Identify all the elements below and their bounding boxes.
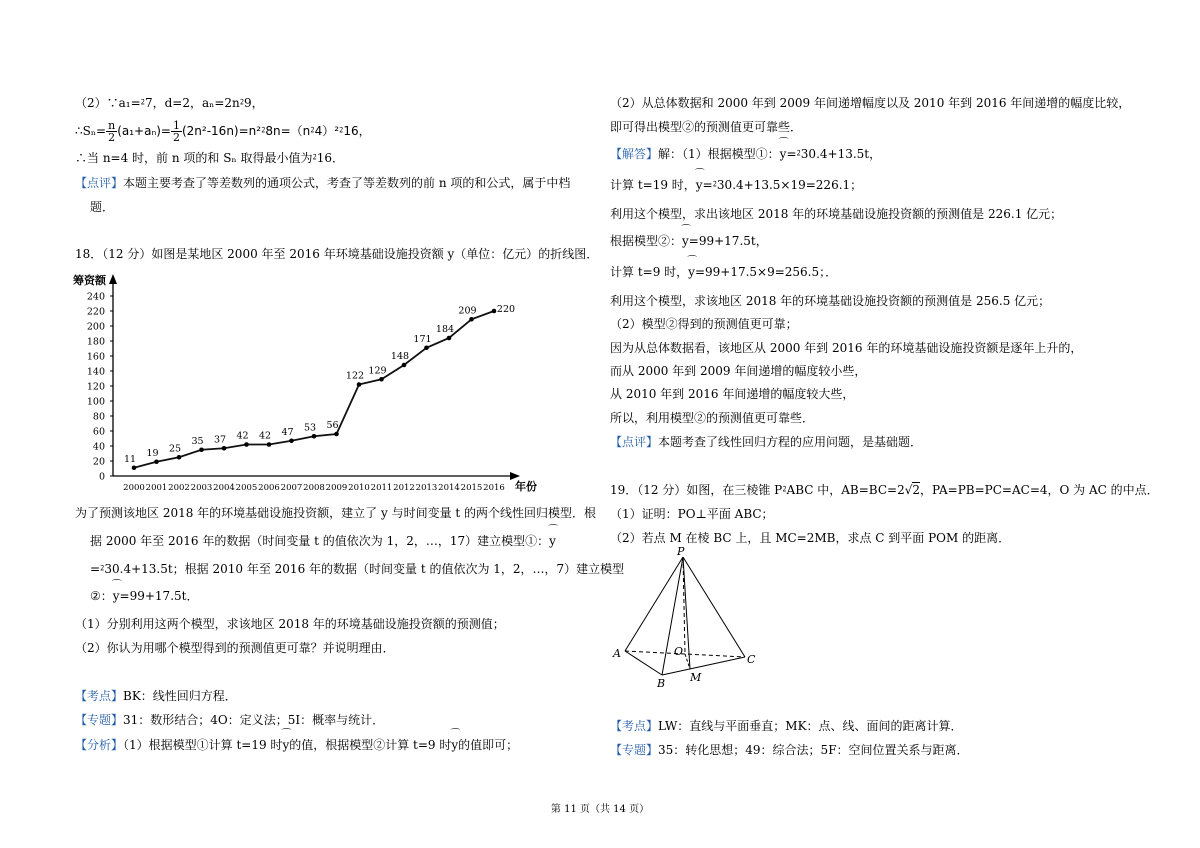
text-line: 从 2010 年到 2016 年间递增的幅度较大些， <box>610 387 855 401</box>
comment-line <box>75 175 570 191</box>
y-tick-label: 40 <box>92 441 105 453</box>
kaodian-line <box>610 718 963 734</box>
numerator: n <box>108 119 116 132</box>
x-tick-label: 2011 <box>370 483 393 493</box>
text-line: 利用这个模型，求该地区 2018 年的环境基础设施投资额的预测值是 256.5 亿元； <box>610 294 1051 308</box>
label-b: B <box>657 677 666 690</box>
text-line <box>610 233 768 249</box>
y-axis-arrow <box>109 274 117 284</box>
text-part: 本题考查了线性回归方程的应用问题，是基础题． <box>658 435 923 449</box>
text-line: 题． <box>90 200 115 214</box>
dianping-line <box>610 434 922 450</box>
x-tick-label: 2013 <box>415 483 438 493</box>
data-point <box>267 442 272 447</box>
x-tick-label: 2008 <box>303 483 325 493</box>
y-axis-label: 筹资额 <box>73 274 106 287</box>
x-tick-label: 2010 <box>348 483 370 493</box>
text-part: BK：线性回归方程． <box>123 689 237 703</box>
fraction <box>106 120 117 143</box>
x-tick-label: 2016 <box>483 483 505 493</box>
y-hat: ⌒ y <box>282 737 289 753</box>
edge-ab <box>625 651 662 675</box>
data-point <box>199 447 204 452</box>
data-label: 25 <box>168 443 182 455</box>
tag-label: 【专题】 <box>610 743 659 757</box>
text-part: =⁲30.4+13.5t， <box>786 147 882 161</box>
x-tick-label: 2005 <box>235 483 258 493</box>
edge-pc <box>683 557 745 657</box>
y-hat: ⌒ y <box>549 533 556 549</box>
question-title: 18．（12 分）如图是某地区 2000 年至 2016 年环境基础设施投资额 y（单位：亿元）的折线图． <box>75 247 599 261</box>
text-line: （2）从总体数据和 2000 年到 2009 年间递增幅度以及 2010 年到 2016 年间递增的幅度比较， <box>610 96 1131 110</box>
text-line: （1）分别利用这两个模型，求该地区 2018 年的环境基础设施投资额的预测值； <box>75 617 505 631</box>
text-line: 而从 2000 年到 2009 年间递增的幅度较小些， <box>610 364 867 378</box>
text-line: 因为从总体数据看，该地区从 2000 年到 2016 年的环境基础设施投资额是逐年上升的， <box>610 341 1083 355</box>
text-part: =99+17.5t． <box>119 589 199 603</box>
x-tick-label: 2012 <box>393 483 415 493</box>
text-part: 35：转化思想；49：综合法；5F：空间位置关系与距离． <box>658 743 969 757</box>
x-tick-label: 2000 <box>123 483 145 493</box>
text-part: ，PA=PB=PC=AC=4，O 为 AC 的中点． <box>920 483 1159 497</box>
y-tick-label: 220 <box>86 306 105 318</box>
data-label: 122 <box>345 370 365 382</box>
y-tick-label: 160 <box>86 351 105 363</box>
y-tick-label: 180 <box>86 336 105 348</box>
x-tick-label: 2003 <box>190 483 213 493</box>
x-tick-label: 2009 <box>325 483 348 493</box>
x-axis-arrow <box>510 472 520 480</box>
data-label: 184 <box>435 324 455 335</box>
data-label: 53 <box>303 422 317 434</box>
y-hat: ⌒ y <box>113 588 120 604</box>
pyramid-figure <box>605 545 775 695</box>
y-hat: ⌒ y <box>696 177 703 193</box>
data-point <box>132 465 137 470</box>
text-line: 所以，利用模型②的预测值更可靠些． <box>610 411 815 425</box>
x-axis-label: 年份 <box>515 480 537 493</box>
x-tick-label: 2015 <box>460 483 483 493</box>
text-part: （1）根据模型①计算 t=19 时 <box>123 738 283 752</box>
text-line: ∴当 n=4 时，前 n 项的和 Sₙ 取得最小值为⁲16． <box>75 151 345 165</box>
data-point <box>424 345 429 350</box>
data-label: 148 <box>390 351 410 362</box>
text-part: 计算 t=19 时， <box>610 178 696 192</box>
y-tick-label: 0 <box>98 471 105 483</box>
data-label: 37 <box>213 434 227 446</box>
data-label: 42 <box>236 430 249 442</box>
text-part: LW：直线与平面垂直；MK：点、线、面间的距离计算． <box>658 719 963 733</box>
x-tick-label: 2014 <box>438 483 460 493</box>
text-line <box>610 177 862 193</box>
y-tick-label: 100 <box>86 396 105 408</box>
formula-part: (a₁+aₙ)= <box>117 124 171 138</box>
text-line: 为了预测该地区 2018 年的环境基础设施投资额，建立了 y 与时间变量 t 的两个线性回归模型．根 <box>75 506 597 520</box>
data-label: 19 <box>146 447 159 459</box>
data-point <box>357 382 362 387</box>
y-tick-label: 200 <box>86 321 105 333</box>
data-point <box>177 455 182 460</box>
data-label: 42 <box>258 430 272 442</box>
data-point <box>379 377 384 382</box>
data-point <box>492 309 497 314</box>
label-c: C <box>747 653 756 666</box>
comment-text: 本题主要考查了等差数列的通项公式，考查了等差数列的前 n 项的和公式，属于中档 <box>123 176 571 190</box>
y-tick-label: 240 <box>86 291 105 303</box>
data-label: 47 <box>281 426 294 438</box>
label-p: P <box>677 545 685 558</box>
text-line <box>90 588 198 604</box>
text-part: 的值，根据模型②计算 t=9 时 <box>289 738 452 752</box>
fraction <box>171 120 182 143</box>
text-part: 根据模型②： <box>610 234 683 248</box>
text-part: =99+17.5×9=256.5；． <box>694 265 838 279</box>
page-footer: 第 11 页（共 14 页） <box>550 804 650 815</box>
y-tick-label: 60 <box>92 426 105 438</box>
text-part: 的值即可； <box>458 738 519 752</box>
tag-label: 【考点】 <box>610 719 659 733</box>
formula-part: (2n²-16n)=n²⁲8n=（n⁲4）²⁲16， <box>181 124 371 138</box>
investment-line-chart <box>65 268 545 498</box>
numerator: 1 <box>172 119 180 132</box>
text-line: （2）若点 M 在棱 BC 上，且 MC=2MB，求点 C 到平面 POM 的距离． <box>610 531 1011 545</box>
data-point <box>154 459 159 464</box>
text-part: ②： <box>90 589 113 603</box>
text-line: （1）证明：PO⊥平面 ABC； <box>610 507 774 521</box>
label-o: O <box>674 645 684 658</box>
text-part: 据 2000 年至 2016 年的数据（时间变量 t 的值依次为 1，2，…，17）建立模型①： <box>90 534 550 548</box>
data-label: 11 <box>123 453 137 465</box>
data-point <box>447 336 452 341</box>
text-part: 19．（12 分）如图，在三棱锥 P⁲ABC 中，AB=BC=2 <box>610 483 905 497</box>
edge-bc <box>662 657 745 675</box>
tag-label: 【考点】 <box>75 689 124 703</box>
denominator: 2 <box>172 131 180 144</box>
sqrt-symbol: √ <box>904 483 913 497</box>
data-point <box>289 438 294 443</box>
text-part: 解：（1）根据模型①： <box>658 147 780 161</box>
text-line: 利用这个模型，求出该地区 2018 年的环境基础设施投资额的预测值是 226.1 亿元； <box>610 207 1063 221</box>
formula-line <box>75 120 371 143</box>
data-label: 35 <box>191 435 204 447</box>
formula-part: ∴Sₙ= <box>75 124 107 138</box>
y-tick-label: 20 <box>92 456 105 468</box>
text-line: （2）∵a₁=⁲7，d=2，aₙ=2n⁲9， <box>75 96 264 110</box>
sqrt-radicand: 2 <box>912 483 921 497</box>
y-hat: ⌒ y <box>451 737 458 753</box>
tag-label: 【点评】 <box>75 176 124 190</box>
text-line: （2）你认为用哪个模型得到的预测值更可靠？并说明理由． <box>75 641 395 655</box>
x-tick-label: 2001 <box>145 483 168 493</box>
zhuanti-line <box>75 712 384 728</box>
text-line <box>90 533 556 549</box>
text-part: 31：数形结合；4O：定义法；5I：概率与统计． <box>123 713 385 727</box>
text-part: =99+17.5t， <box>688 234 768 248</box>
label-a: A <box>613 647 621 660</box>
data-point <box>469 317 474 322</box>
data-point <box>312 434 317 439</box>
x-tick-label: 2007 <box>280 483 303 493</box>
text-line: （2）模型②得到的预测值更可靠； <box>610 317 798 331</box>
tag-label: 【分析】 <box>75 738 124 752</box>
data-point <box>244 442 249 447</box>
data-point <box>402 363 407 368</box>
tag-label: 【解答】 <box>610 147 659 161</box>
x-tick-label: 2002 <box>168 483 190 493</box>
y-tick-label: 80 <box>92 411 105 423</box>
data-point <box>334 432 339 437</box>
text-line: 即可得出模型②的预测值更可靠些． <box>610 120 803 134</box>
data-label: 220 <box>496 304 516 315</box>
data-label: 171 <box>413 333 432 345</box>
y-tick-label: 120 <box>86 381 105 393</box>
x-tick-label: 2006 <box>258 483 280 493</box>
y-tick-label: 140 <box>86 366 105 378</box>
data-point <box>222 446 227 451</box>
text-line <box>610 264 837 280</box>
y-hat: ⌒ y <box>682 233 689 249</box>
data-label: 209 <box>458 305 477 317</box>
x-tick-label: 2004 <box>213 483 235 493</box>
kaodian-line <box>75 688 237 704</box>
data-label: 129 <box>368 365 387 377</box>
text-line: =⁲30.4+13.5t；根据 2010 年至 2016 年的数据（时间变量 t 的值依次为 1，2，…，7）建立模型 <box>90 562 625 576</box>
tag-label: 【点评】 <box>610 435 659 449</box>
zhuanti-line <box>610 742 969 758</box>
denominator: 2 <box>108 131 116 144</box>
data-label: 56 <box>326 420 339 431</box>
question-title <box>610 482 1159 498</box>
jieda-line <box>610 146 881 162</box>
text-part: 计算 t=9 时， <box>610 265 689 279</box>
y-hat: ⌒ y <box>780 146 787 162</box>
tag-label: 【专题】 <box>75 713 124 727</box>
y-hat: ⌒ y <box>688 264 695 280</box>
text-part: =⁲30.4+13.5×19=226.1； <box>702 178 863 192</box>
label-m: M <box>690 671 702 684</box>
fenxi-line <box>75 737 518 753</box>
